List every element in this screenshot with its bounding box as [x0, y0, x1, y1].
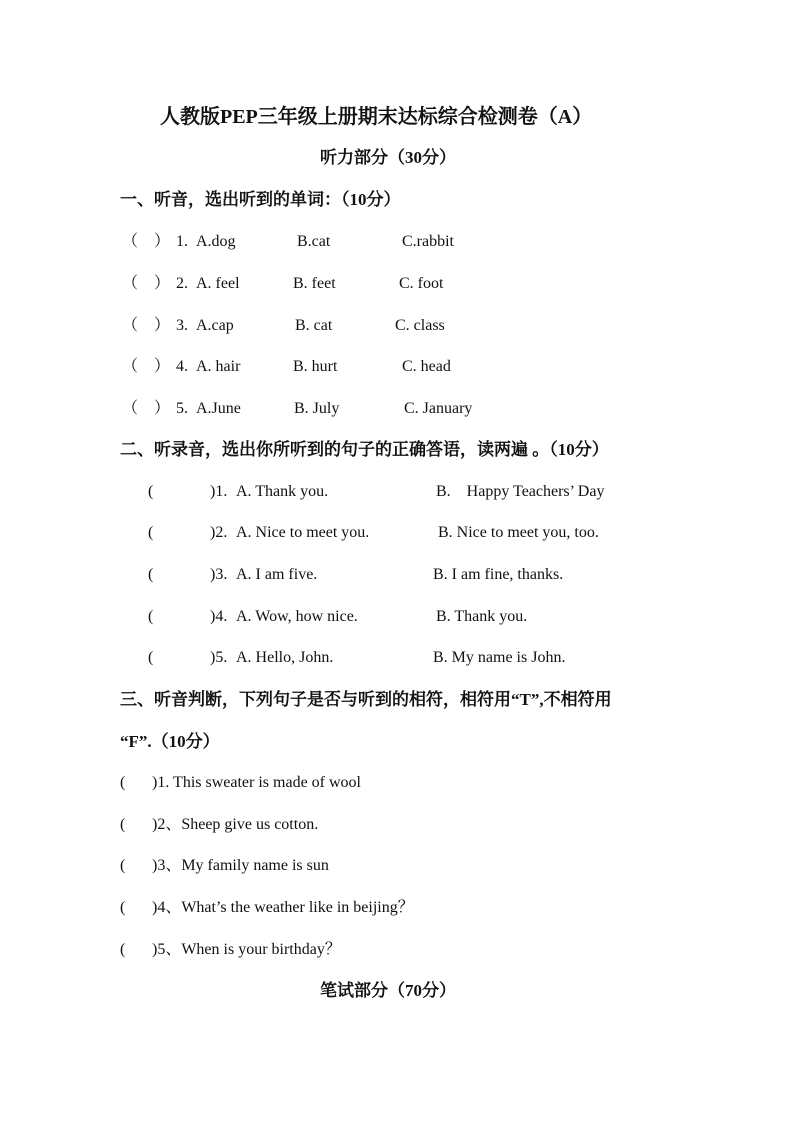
answer-bracket[interactable]: （ ）: [122, 358, 171, 375]
answer-bracket[interactable]: （ ）: [122, 233, 171, 250]
section1-heading: 一、听音，选出听到的单词：（10分）: [120, 190, 401, 209]
option-b: B. Happy Teachers’ Day: [436, 483, 605, 500]
statement-text: )3、My family name is sun: [152, 857, 329, 874]
question-number: )2.: [210, 524, 228, 541]
option-b: B. feet: [293, 275, 336, 292]
option-a: A. Hello, John.: [236, 649, 334, 666]
option-b: B.cat: [297, 233, 331, 250]
question-number: )4.: [210, 608, 228, 625]
option-b: B. hurt: [293, 358, 338, 375]
answer-bracket[interactable]: (: [148, 608, 154, 625]
statement-text: )4、What’s the weather like in beijing？: [152, 899, 414, 916]
answer-bracket[interactable]: (: [120, 774, 126, 791]
option-a: A. I am five.: [236, 566, 318, 583]
answer-bracket[interactable]: (: [120, 899, 126, 916]
question-number: 3.: [176, 317, 188, 334]
section3-heading-line2: “F”.（10分）: [120, 732, 220, 751]
answer-bracket[interactable]: (: [120, 816, 126, 833]
question-number: )1.: [210, 483, 228, 500]
section3-heading-line1: 三、听音判断，下列句子是否与听到的相符，相符用“T”,不相符用: [120, 690, 612, 709]
option-a: A. Nice to meet you.: [236, 524, 370, 541]
option-a: A.cap: [196, 317, 234, 334]
question-number: 5.: [176, 400, 188, 417]
answer-bracket[interactable]: （ ）: [122, 400, 171, 417]
page-title: 人教版PEP三年级上册期末达标综合检测卷（A）: [160, 106, 593, 128]
answer-bracket[interactable]: （ ）: [122, 317, 171, 334]
option-c: C. January: [404, 400, 473, 417]
question-number: 4.: [176, 358, 188, 375]
option-b: B. Thank you.: [436, 608, 528, 625]
option-a: A. hair: [196, 358, 241, 375]
statement-text: )2、Sheep give us cotton.: [152, 816, 319, 833]
answer-bracket[interactable]: (: [120, 857, 126, 874]
answer-bracket[interactable]: (: [148, 524, 154, 541]
option-c: C. foot: [399, 275, 444, 292]
question-number: )3.: [210, 566, 228, 583]
option-a: A. Wow, how nice.: [236, 608, 358, 625]
option-a: A.June: [196, 400, 241, 417]
answer-bracket[interactable]: (: [148, 649, 154, 666]
option-a: A. feel: [196, 275, 240, 292]
option-a: A. Thank you.: [236, 483, 329, 500]
option-c: C. class: [395, 317, 445, 334]
option-b: B. July: [294, 400, 340, 417]
option-b: B. My name is John.: [433, 649, 566, 666]
statement-text: )5、When is your birthday？: [152, 941, 341, 958]
answer-bracket[interactable]: (: [120, 941, 126, 958]
option-b: B. Nice to meet you, too.: [438, 524, 599, 541]
option-c: C. head: [402, 358, 451, 375]
answer-bracket[interactable]: （ ）: [122, 275, 171, 292]
written-section-header: 笔试部分（70分）: [320, 981, 456, 1000]
question-number: 2.: [176, 275, 188, 292]
option-c: C.rabbit: [402, 233, 454, 250]
option-b: B. I am fine, thanks.: [433, 566, 564, 583]
option-a: A.dog: [196, 233, 236, 250]
statement-text: )1. This sweater is made of wool: [152, 774, 361, 791]
listening-section-header: 听力部分（30分）: [320, 148, 456, 167]
section2-heading: 二、听录音，选出你所听到的句子的正确答语，读两遍 。（10分）: [120, 440, 609, 459]
question-number: )5.: [210, 649, 228, 666]
answer-bracket[interactable]: (: [148, 566, 154, 583]
option-b: B. cat: [295, 317, 333, 334]
question-number: 1.: [176, 233, 188, 250]
answer-bracket[interactable]: (: [148, 483, 154, 500]
